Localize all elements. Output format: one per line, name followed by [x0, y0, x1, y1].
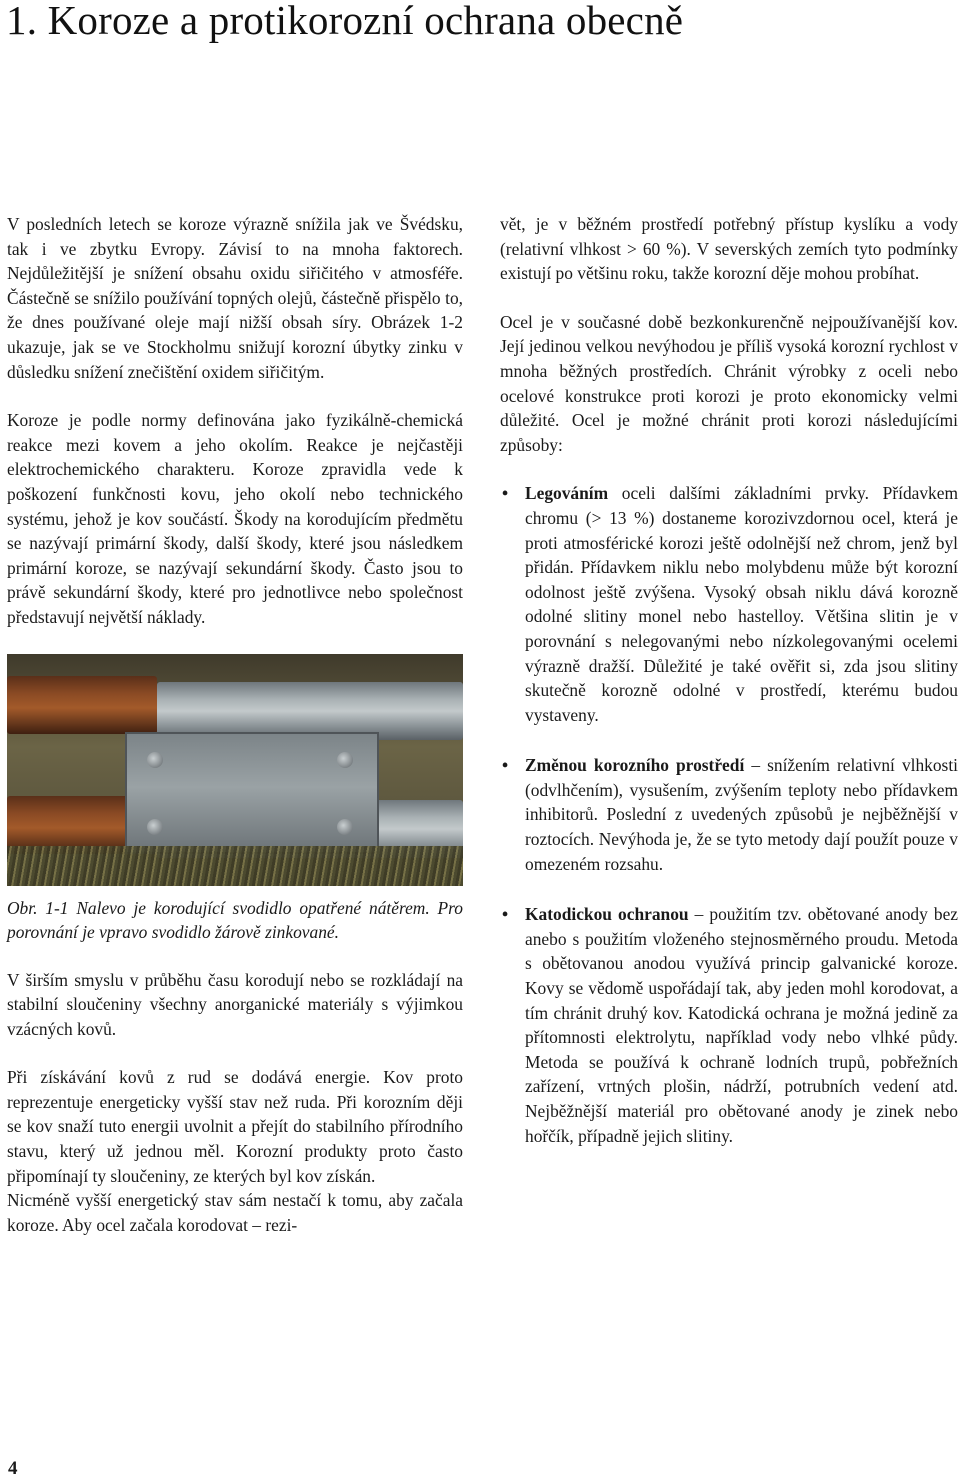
page-number: 4: [8, 1458, 18, 1479]
page-title: 1. Koroze a protikorozní ochrana obecně: [6, 0, 684, 43]
right-column: [500, 212, 958, 1148]
guardrail-photo: [7, 654, 463, 886]
steel-paragraph: Ocel je v současné době bezkonkurenčně nejpoužívanější kov. Její jedinou velkou nevýhodou je příliš vysoká korozní rychlost v mnoha běžných prostředích. Chránit výrobky z oceli nebo ocelové konstrukce proti korozi je proto ekonomicky velmi důležité. Ocel je možné chránit proti korozi následujícími způsoby:: [500, 311, 958, 455]
bullet-icon: •: [502, 755, 509, 776]
figure-caption: Obr. 1-1 Nalevo je korodující svodidlo opatřené nátěrem. Pro porovnání je vpravo svodidlo žárově zinkované.: [7, 897, 463, 942]
list-item-text: – použitím tzv. obětované anody bez anebo s použitím vloženého stejnosměrného proudu. Metoda s obětovanou anodou využívá princip galvanické koroze. Kovy se vědomě uspořádají tak, aby jeden mohl korodovat, a tím chránit druhý kov. Katodická ochrana je možná jedině za přítomnosti elektrolytu, například vody nebo vlhké půdy. Metoda se používá k ochraně lodních trupů, pobřežních zařízení, vrtných plošin, nádrží, potrubních vedení atd. Nejběžnější materiál pro obětované anody je zinek nebo hořčík, případně jejich slitiny.: [525, 904, 959, 1146]
list-item-heading: Změnou korozního prostředí: [525, 755, 745, 776]
bolt-icon: [147, 819, 163, 835]
list-item: [500, 902, 958, 1148]
continuation-paragraph: Nicméně vyšší energetický stav sám nestačí k tomu, aby začala koroze. Aby ocel začala korodovat – rezi-: [7, 1190, 463, 1235]
list-item: [500, 481, 958, 727]
rusted-rail-top: [7, 676, 157, 734]
bolt-icon: [147, 752, 163, 768]
definition-paragraph: Koroze je podle normy definována jako fyzikálně-chemická reakce mezi kovem a jeho okolím. Reakce je nejčastěji elektrochemického charakteru. Koroze zpravidla vede k poškození funkčnosti kovu, jeho okolí nebo technického systému, jehož je kov součástí. Škody na korodujícím předmětu se nazývají primární škody, další škody, které jsou následkem primární koroze, se nazývají sekundární škody. Často jsou to právě sekundární škody, které pro jednotlivce nebo společnost představují největší náklady.: [7, 410, 463, 627]
inorganic-paragraph: V širším smyslu v průběhu času korodují nebo se rozkládají na stabilní sloučeniny všechny anorganické materiály s výjimkou vzácných kovů.: [7, 969, 463, 1039]
conditions-paragraph: vět, je v běžném prostředí potřebný přístup kyslíku a vody (relativní vlhkost > 60 %). V severských zemích tyto podmínky existují po většinu roku, takže korozní děje mohou probíhat.: [500, 214, 958, 284]
bullet-icon: •: [502, 483, 509, 504]
protection-methods-list: [500, 481, 958, 1148]
list-item-heading: Legováním: [525, 483, 609, 504]
energy-paragraph: Při získávání kovů z rud se dodává energie. Kov proto reprezentuje energeticky vyšší stav než ruda. Při korozním ději se kov snaží tuto energii uvolnit a přejít do stabilního přírodního stavu, který už jednou měl. Korozní produkty proto často připomínají ty sloučeniny, ze kterých byl kov získán.: [7, 1067, 463, 1186]
bolt-icon: [337, 752, 353, 768]
bolt-icon: [337, 819, 353, 835]
list-item-heading: Katodickou ochranou: [525, 904, 689, 925]
list-item-text: – snížením relativní vlhkosti (odvlhčením), vysušením, zvýšením teploty nebo přídavkem inhibitorů. Poslední z uvedených způsobů je nejběžnější v roztocích. Nevýhoda je, že se tyto metody dají použít pouze v omezeném rozsahu.: [525, 755, 958, 874]
list-item-text: oceli dalšími základními prvky. Přídavkem chromu (> 13 %) dostaneme korozivzdornou ocel, která je proti atmosférické korozi ještě odolnější než chrom, jenž byl přidán. Přídavkem niklu nebo molybdenu může být korozní odolnost ještě zvýšena. Vysoký obsah niklu dává korozně odolné slitiny monel nebo hastelloy. Většina slitin je v porovnání s nelegovanými nebo nízkolegovanými ocelemi výrazně dražší. Důležité je také ověřit si, zda jsou slitiny skutečně korozně odolné v prostředí, kterému budou vystaveny.: [525, 483, 958, 725]
joint-plate: [125, 732, 379, 854]
grass-background: [7, 846, 463, 886]
list-item: [500, 753, 958, 876]
bullet-icon: •: [502, 904, 509, 925]
left-column: [7, 212, 463, 1237]
intro-paragraph: V posledních letech se koroze výrazně snížila jak ve Švédsku, tak i ve zbytku Evropy. Závisí to na mnoha faktorech. Nejdůležitější je snížení obsahu oxidu siřičitého v atmosféře. Částečně se snížilo používání topných olejů, částečně přispělo to, že dnes používané oleje mají nižší obsah síry. Obrázek 1-2 ukazuje, jak se ve Stockholmu snižují korozní úbytky zinku v důsledku snížení znečištění oxidem siřičitým.: [7, 214, 463, 382]
